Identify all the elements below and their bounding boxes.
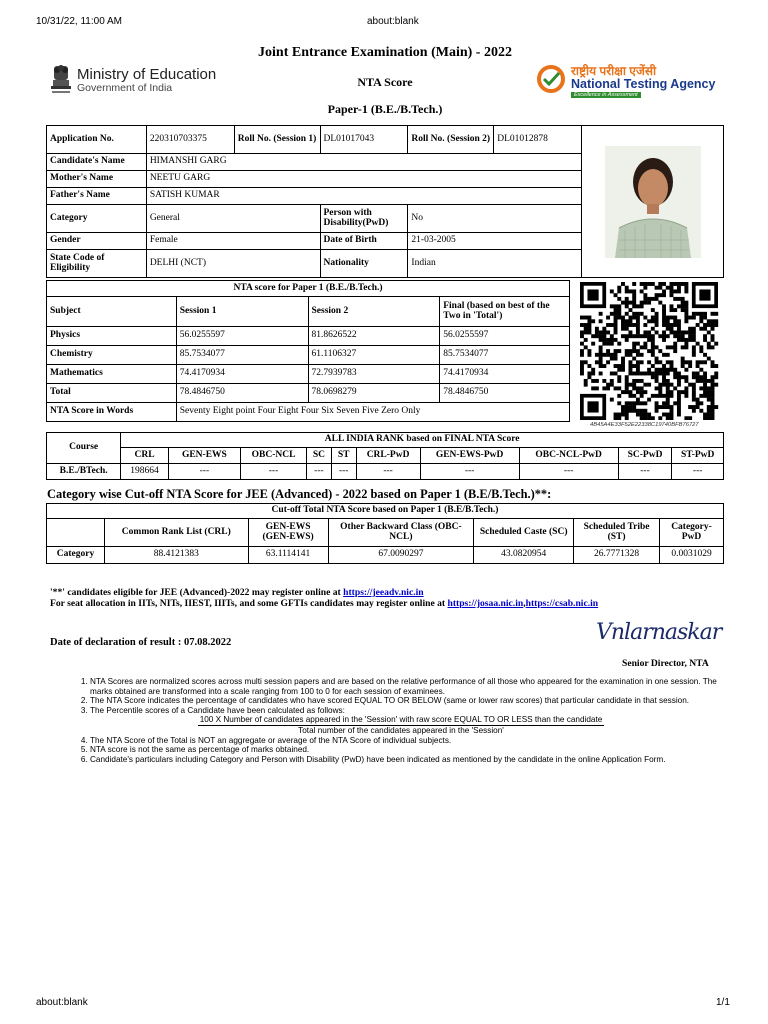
rank-crl-pwd: --- bbox=[356, 464, 420, 480]
value-father-name: SATISH KUMAR bbox=[146, 188, 581, 205]
rank-gen-ews: --- bbox=[168, 464, 240, 480]
value-dob: 21-03-2005 bbox=[408, 233, 582, 250]
rank-header-st: ST bbox=[331, 448, 356, 464]
eligibility-line-1 bbox=[50, 587, 424, 598]
label-score-in-words: NTA Score in Words bbox=[47, 403, 177, 422]
note-item bbox=[90, 706, 726, 736]
cutoff-header-sc: Scheduled Caste (SC) bbox=[474, 519, 574, 547]
rank-header-sc: SC bbox=[307, 448, 332, 464]
label-category: Category bbox=[47, 205, 147, 233]
formula-denominator: Total number of the candidates appeared in the 'Session' bbox=[298, 725, 504, 735]
cutoff-section-title: Category wise Cut-off NTA Score for JEE (Advanced) - 2022 based on Paper 1 (B.E/B.Tech.)**: bbox=[47, 487, 552, 501]
value-roll1: DL01017043 bbox=[320, 126, 408, 154]
rank-sc: --- bbox=[307, 464, 332, 480]
mathematics-session1: 74.4170934 bbox=[176, 365, 308, 384]
note-item: 5. NTA score is not the same as percentage of marks obtained. bbox=[90, 745, 726, 755]
label-dob: Date of Birth bbox=[320, 233, 408, 250]
chemistry-session2: 61.1106327 bbox=[308, 346, 440, 365]
label-candidate-name: Candidate's Name bbox=[47, 154, 147, 171]
josaa-link[interactable]: https://josaa.nic.in bbox=[447, 598, 524, 609]
rank-caption: ALL INDIA RANK based on FINAL NTA Score bbox=[121, 433, 724, 448]
jeeadv-link[interactable]: https://jeeadv.nic.in bbox=[343, 587, 424, 598]
mathematics-final: 74.4170934 bbox=[440, 365, 570, 384]
rank-crl: 198664 bbox=[121, 464, 168, 480]
cutoff-gen-ews: 63.1114141 bbox=[248, 547, 328, 564]
table-row bbox=[47, 547, 724, 564]
formula-numerator: 100 X Number of candidates appeared in the 'Session' with raw score EQUAL TO OR LESS than the candidate bbox=[199, 715, 603, 725]
rank-sc-pwd: --- bbox=[618, 464, 672, 480]
note-item: 2. The NTA Score indicates the percentage of candidates who have scored EQUAL TO OR BELOW (same or lower raw scores) that particular candidate in that session. bbox=[90, 696, 726, 706]
cutoff-header-pwd: Category-PwD bbox=[660, 519, 724, 547]
value-application-no: 220310703375 bbox=[146, 126, 234, 154]
csab-link[interactable]: https://csab.nic.in bbox=[525, 598, 599, 609]
print-url: about:blank bbox=[367, 16, 419, 27]
eligibility-line-2 bbox=[50, 598, 598, 609]
signatory-title: Senior Director, NTA bbox=[622, 658, 709, 669]
table-row bbox=[47, 327, 570, 346]
subject-mathematics: Mathematics bbox=[47, 365, 177, 384]
rank-header-crl: CRL bbox=[121, 448, 168, 464]
total-session1: 78.4846750 bbox=[176, 384, 308, 403]
cutoff-st: 26.7771328 bbox=[574, 547, 660, 564]
print-page-count: 1/1 bbox=[716, 997, 730, 1008]
subject-total: Total bbox=[47, 384, 177, 403]
physics-session2: 81.8626522 bbox=[308, 327, 440, 346]
label-roll1: Roll No. (Session 1) bbox=[234, 126, 320, 154]
declaration-date: Date of declaration of result : 07.08.2022 bbox=[50, 637, 232, 648]
ministry-subtitle: Government of India bbox=[77, 82, 173, 94]
table-row bbox=[47, 384, 570, 403]
cutoff-row-label: Category bbox=[47, 547, 105, 564]
table-row bbox=[47, 365, 570, 384]
physics-final: 56.0255597 bbox=[440, 327, 570, 346]
note-item: 6. Candidate's particulars including Category and Person with Disability (PwD) have been indicated as mentioned by the candidate in the online Application Form. bbox=[90, 755, 726, 765]
cutoff-crl: 88.4121383 bbox=[104, 547, 248, 564]
physics-session1: 56.0255597 bbox=[176, 327, 308, 346]
rank-st-pwd: --- bbox=[672, 464, 724, 480]
value-candidate-name: HIMANSHI GARG bbox=[146, 154, 581, 171]
rank-obc-ncl: --- bbox=[241, 464, 307, 480]
candidate-details-table bbox=[46, 125, 724, 278]
mathematics-session2: 72.7939783 bbox=[308, 365, 440, 384]
note-item: 4. The NTA Score of the Total is NOT an aggregate or average of the NTA Score of individual subjects. bbox=[90, 736, 726, 746]
value-pwd: No bbox=[408, 205, 582, 233]
label-state: State Code of Eligibility bbox=[47, 250, 147, 278]
table-row bbox=[47, 464, 724, 480]
label-nationality: Nationality bbox=[320, 250, 408, 278]
rank-st: --- bbox=[331, 464, 356, 480]
cutoff-header-gen-ews: GEN-EWS (GEN-EWS) bbox=[248, 519, 328, 547]
notes-list bbox=[76, 677, 726, 764]
rank-header-gen-ews-pwd: GEN-EWS-PwD bbox=[420, 448, 519, 464]
candidate-photo bbox=[605, 146, 701, 258]
ministry-name: Ministry of Education bbox=[77, 66, 217, 83]
score-header-session2: Session 2 bbox=[308, 297, 440, 327]
cutoff-table bbox=[46, 503, 724, 564]
rank-header-obc-ncl: OBC-NCL bbox=[241, 448, 307, 464]
cutoff-sc: 43.0820954 bbox=[474, 547, 574, 564]
exam-title: Joint Entrance Examination (Main) - 2022 bbox=[258, 45, 512, 60]
rank-header-obc-ncl-pwd: OBC-NCL-PwD bbox=[519, 448, 618, 464]
cutoff-pwd: 0.0031029 bbox=[660, 547, 724, 564]
rank-header-st-pwd: ST-PwD bbox=[672, 448, 724, 464]
label-pwd: Person with Disability(PwD) bbox=[320, 205, 408, 233]
score-title: NTA Score bbox=[357, 75, 413, 89]
national-emblem-icon bbox=[48, 62, 74, 98]
value-state: DELHI (NCT) bbox=[146, 250, 320, 278]
rank-gen-ews-pwd: --- bbox=[420, 464, 519, 480]
value-nationality: Indian bbox=[408, 250, 582, 278]
label-roll2: Roll No. (Session 2) bbox=[408, 126, 494, 154]
cutoff-header-crl: Common Rank List (CRL) bbox=[104, 519, 248, 547]
rank-course-header: Course bbox=[47, 433, 121, 464]
cutoff-caption: Cut-off Total NTA Score based on Paper 1 (B.E/B.Tech.) bbox=[47, 504, 724, 519]
nta-tagline: Excellence in Assessment bbox=[571, 92, 641, 98]
value-roll2: DL01012878 bbox=[494, 126, 582, 154]
label-mother-name: Mother's Name bbox=[47, 171, 147, 188]
eligibility-line-2-text: For seat allocation in IITs, NITs, IIEST, IIITs, and some GFTIs candidates may register online at bbox=[50, 598, 448, 609]
qr-code-icon bbox=[576, 282, 722, 420]
label-gender: Gender bbox=[47, 233, 147, 250]
total-final: 78.4846750 bbox=[440, 384, 570, 403]
total-session2: 78.0698279 bbox=[308, 384, 440, 403]
chemistry-session1: 85.7534077 bbox=[176, 346, 308, 365]
chemistry-final: 85.7534077 bbox=[440, 346, 570, 365]
print-datetime: 10/31/22, 11:00 AM bbox=[36, 16, 122, 27]
qr-code-text: 4B45A4E33F52E22338C19740BFB76727 bbox=[590, 422, 699, 428]
value-category: General bbox=[146, 205, 320, 233]
nta-score-table bbox=[46, 280, 570, 422]
paper-title: Paper-1 (B.E./B.Tech.) bbox=[327, 102, 443, 116]
photo-cell bbox=[582, 126, 724, 278]
value-score-in-words: Seventy Eight point Four Eight Four Six Seven Five Zero Only bbox=[176, 403, 569, 422]
value-mother-name: NEETU GARG bbox=[146, 171, 581, 188]
score-header-session1: Session 1 bbox=[176, 297, 308, 327]
link-separator: , bbox=[523, 598, 526, 609]
score-header-final: Final (based on best of the Two in 'Total') bbox=[440, 297, 570, 327]
eligibility-line-1-text: '**' candidates eligible for JEE (Advanced)-2022 may register online at bbox=[50, 587, 344, 598]
rank-course: B.E./BTech. bbox=[47, 464, 121, 480]
label-application-no: Application No. bbox=[47, 126, 147, 154]
subject-chemistry: Chemistry bbox=[47, 346, 177, 365]
cutoff-header-obc-ncl: Other Backward Class (OBC-NCL) bbox=[328, 519, 474, 547]
signature: Vnlarnaskar bbox=[596, 620, 722, 645]
subject-physics: Physics bbox=[47, 327, 177, 346]
cutoff-obc-ncl: 67.0090297 bbox=[328, 547, 474, 564]
rank-obc-ncl-pwd: --- bbox=[519, 464, 618, 480]
rank-header-gen-ews: GEN-EWS bbox=[168, 448, 240, 464]
rank-header-crl-pwd: CRL-PwD bbox=[356, 448, 420, 464]
score-header-subject: Subject bbox=[47, 297, 177, 327]
percentile-formula bbox=[76, 715, 726, 735]
all-india-rank-table bbox=[46, 432, 724, 480]
print-footer-url: about:blank bbox=[36, 997, 88, 1008]
value-gender: Female bbox=[146, 233, 320, 250]
rank-header-sc-pwd: SC-PwD bbox=[618, 448, 672, 464]
nta-english-name: National Testing Agency bbox=[571, 77, 716, 91]
nta-logo-icon bbox=[537, 65, 565, 93]
cutoff-header-st: Scheduled Tribe (ST) bbox=[574, 519, 660, 547]
nta-hindi-name: राष्ट्रीय परीक्षा एजेंसी bbox=[571, 64, 657, 78]
note-item: 1. NTA Scores are normalized scores across multi session papers and are based on the relative performance of all those who appeared for the examination in one session. The marks obtained are transformed into a scale ranging from 100 to 0 for each session of examinees. bbox=[90, 677, 726, 696]
table-row bbox=[47, 346, 570, 365]
score-table-caption: NTA score for Paper 1 (B.E./B.Tech.) bbox=[47, 281, 570, 297]
note-percentile-text: The Percentile scores of a Candidate have been calculated as follows: bbox=[90, 705, 345, 715]
label-father-name: Father's Name bbox=[47, 188, 147, 205]
